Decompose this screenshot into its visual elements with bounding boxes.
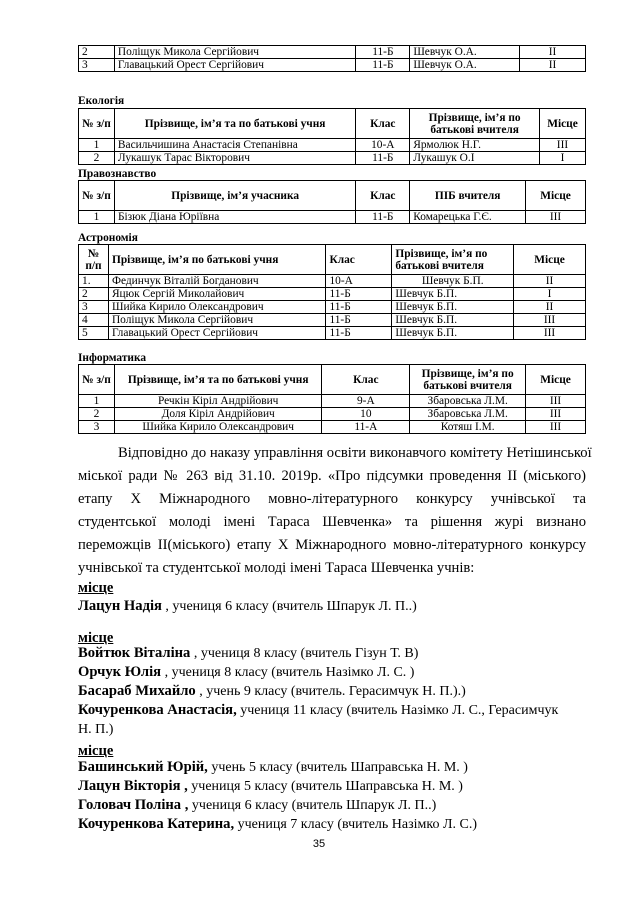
- section-title-informatics: Інформатика: [78, 352, 147, 364]
- paragraph-line: учнівської та студентської молоді імені Тараса Шевченка учнів:: [78, 560, 475, 576]
- winner-entry: Лацун Вікторія , учениця 5 класу (вчитель Шаправська Н. М. ): [78, 778, 463, 794]
- winner-entry: Орчук Юлія , учениця 8 класу (вчитель Назімко Л. С. ): [78, 664, 415, 680]
- winner-entry: Кочуренкова Катерина, учениця 7 класу (вчитель Назімко Л. С.): [78, 816, 477, 832]
- paragraph-line: міської ради № 263 від 31.10. 2019р. «Про підсумки проведення ІІ (міського): [78, 468, 586, 484]
- table-header-row: № з/п Прізвище, ім’я та по батькові учня Клас Прізвище, ім’я по батькові вчителя Місце: [79, 109, 586, 139]
- law-table: [78, 180, 586, 224]
- winner-entry: Головач Поліна , учениця 6 класу (вчитель Шпарук Л. П..): [78, 797, 437, 813]
- informatics-table: [78, 364, 586, 434]
- top-table: [78, 45, 586, 72]
- third-place-label: місце: [78, 743, 114, 759]
- winner-entry: Башинський Юрій, учень 5 класу (вчитель Шаправська Н. М. ): [78, 759, 468, 775]
- winner-entry: Лацун Надія , учениця 6 класу (вчитель Шпарук Л. П..): [78, 598, 417, 614]
- table-header-row: № з/п Прізвище, ім’я та по батькові учня Клас Прізвище, ім’я по батькові вчителя Місце: [79, 365, 586, 395]
- table-row: 2 Яцюк Сергій Миколайович 11-Б Шевчук Б.П. І: [79, 288, 586, 301]
- winner-entry-continuation: Н. П.): [78, 722, 114, 737]
- table-row: 1 Речкін Кіріл Андрійович 9-А Збаровська Л.М. ІІІ: [79, 395, 586, 408]
- table-row: 1 Бізюк Діана Юріївна 11-Б Комарецька Г.Є. ІІІ: [79, 211, 586, 224]
- paragraph-line: переможців ІІ(міського) етапу Х Міжнародного мовно-літературного конкурсу: [78, 537, 586, 553]
- table-header-row: № п/п Прізвище, ім’я по батькові учня Клас Прізвище, ім’я по батькові вчителя Місце: [79, 245, 586, 275]
- table-row: 4 Поліщук Микола Сергійович 11-Б Шевчук Б.П. ІІІ: [79, 314, 586, 327]
- winner-entry: Кочуренкова Анастасія, учениця 11 класу (вчитель Назімко Л. С., Герасимчук: [78, 702, 559, 718]
- astronomy-table: [78, 244, 586, 340]
- table-row: 1. Фединчук Віталій Богданович 10-А Шевчук Б.П. ІІ: [79, 275, 586, 288]
- table-header-row: № з/п Прізвище, ім’я учасника Клас ПІБ вчителя Місце: [79, 181, 586, 211]
- ecology-table: [78, 108, 586, 165]
- section-title-ecology: Екологія: [78, 95, 125, 107]
- table-row: 3 Шийка Кирило Олександрович 11-А Котяш І.М. ІІІ: [79, 421, 586, 434]
- table-row: 2 Поліщук Микола Сергійович 11-Б Шевчук О.А. ІІ: [79, 46, 586, 59]
- section-title-law: Правознавство: [78, 168, 157, 180]
- winner-entry: Войтюк Віталіна , учениця 8 класу (вчитель Гізун Т. В): [78, 645, 419, 661]
- second-place-label: місце: [78, 630, 114, 646]
- page-number: 35: [312, 838, 326, 850]
- winner-entry: Басараб Михайло , учень 9 класу (вчитель. Герасимчук Н. П.).): [78, 683, 466, 699]
- order-paragraph: [78, 442, 592, 580]
- table-row: 5 Главацький Орест Сергійович 11-Б Шевчук Б.П. ІІІ: [79, 327, 586, 340]
- table-row: 3 Шийка Кирило Олександрович 11-Б Шевчук Б.П. ІІ: [79, 301, 586, 314]
- paragraph-line: студентської молоді імені Тараса Шевченка» та рішення журі визнано: [78, 514, 586, 530]
- table-row: 2 Лукашук Тарас Вікторович 11-Б Лукашук О.І І: [79, 152, 586, 165]
- section-title-astronomy: Астрономія: [78, 232, 138, 244]
- paragraph-line: Відповідно до наказу управління освіти виконавчого комітету Нетішинської: [118, 445, 592, 461]
- table-row: 3 Главацький Орест Сергійович 11-Б Шевчук О.А. ІІ: [79, 59, 586, 72]
- first-place-label: місце: [78, 580, 114, 596]
- table-row: 2 Доля Кіріл Андрійович 10 Збаровська Л.М. ІІІ: [79, 408, 586, 421]
- table-row: 1 Васильчишина Анастасія Степанівна 10-А Ярмолюк Н.Г. ІІІ: [79, 139, 586, 152]
- paragraph-line: етапу Х Міжнародного мовно-літературного конкурсу учнівської та: [78, 491, 586, 507]
